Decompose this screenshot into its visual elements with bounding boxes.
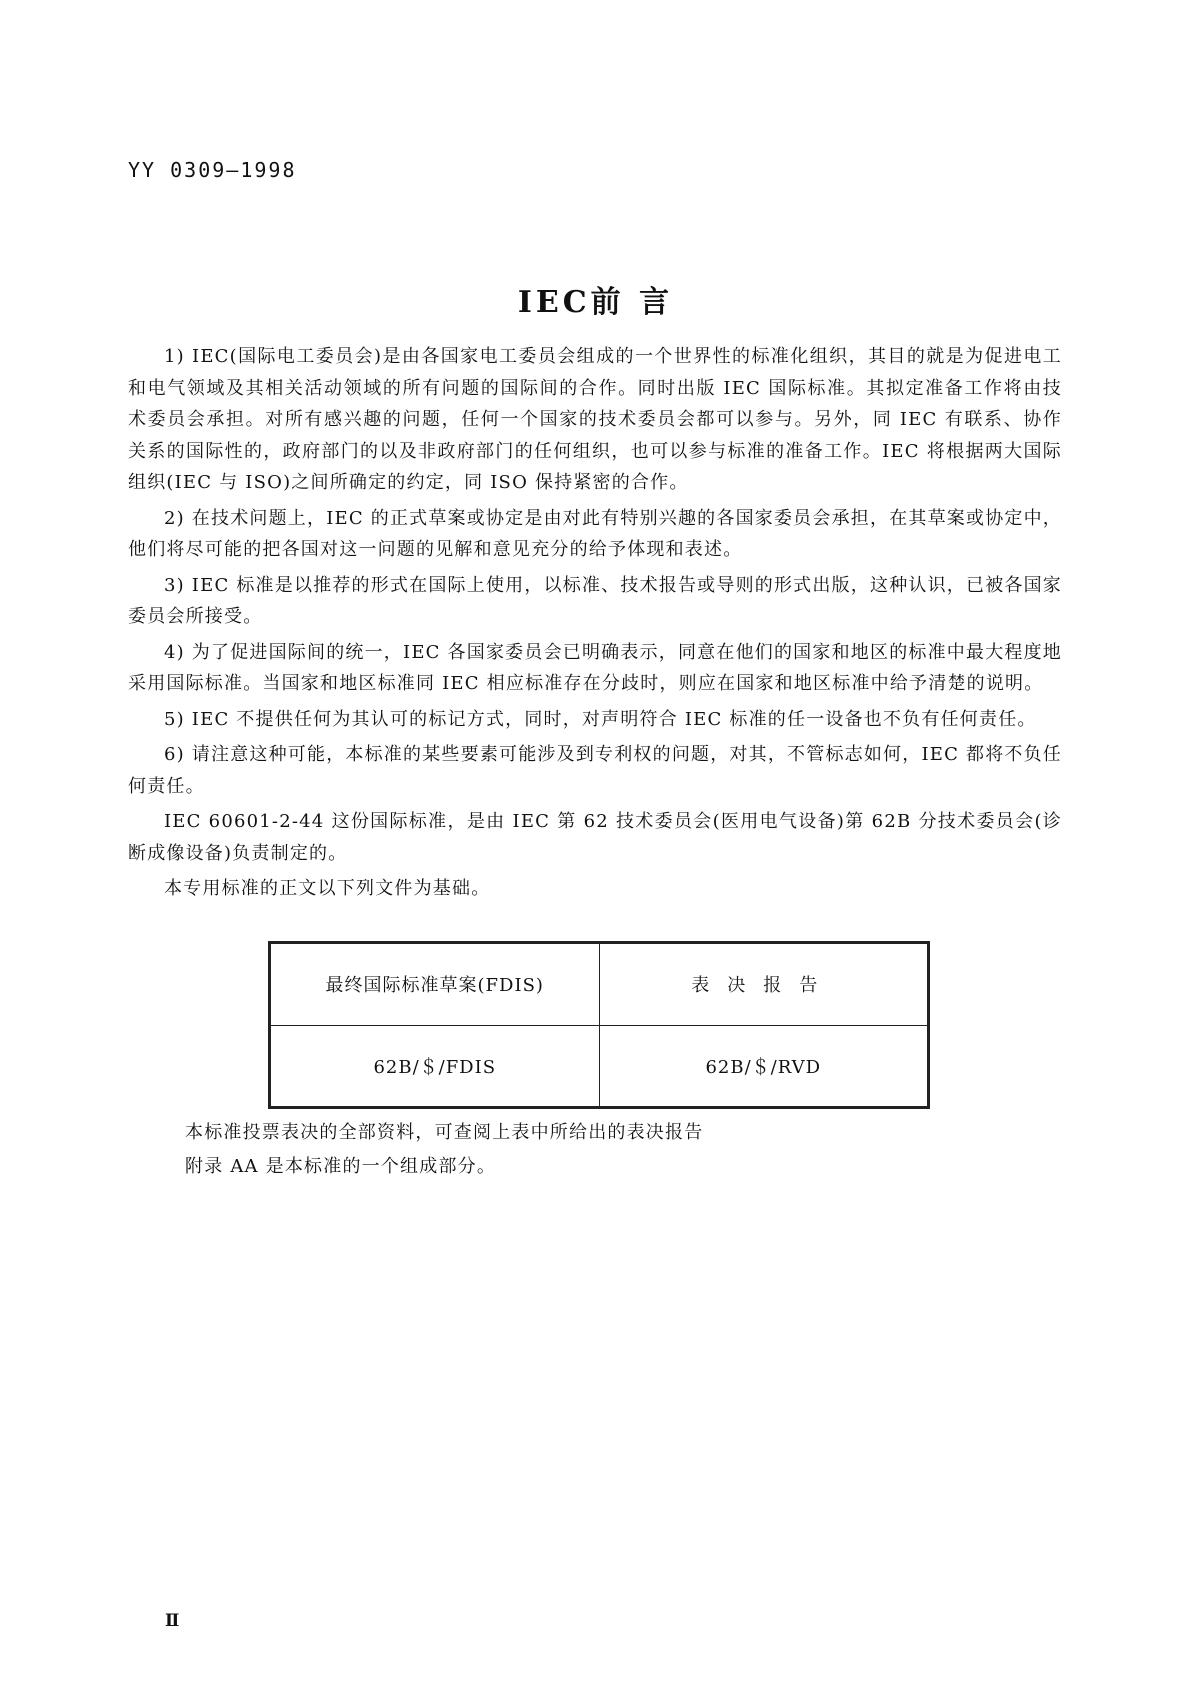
table-header-fdis: 最终国际标准草案(FDIS): [271, 944, 600, 1026]
voting-note: 本标准投票表决的全部资料，可查阅上表中所给出的表决报告: [185, 1122, 704, 1143]
paragraph-basis: 本专用标准的正文以下列文件为基础。: [164, 878, 491, 899]
paragraph-origin: IEC 60601-2-44 这份国际标准，是由 IEC 第 62 技术委员会(医用电气设备)第 62B 分技术委员会(诊断成像设备)负责制定的。: [128, 811, 1062, 864]
page-title: IEC前 言: [517, 285, 674, 320]
voting-table: [268, 941, 930, 1109]
paragraph-2: 2) 在技术问题上，IEC 的正式草案或协定是由对此有特别兴趣的各国家委员会承担，在其草案或协定中，他们将尽可能的把各国对这一问题的见解和意见充分的给予体现和表述。: [128, 507, 1062, 560]
table-cell-fdis: 62B/＄/FDIS: [271, 1025, 600, 1107]
table-header-row: [271, 944, 928, 1026]
table-row: [271, 1025, 928, 1107]
paragraph-6: 6) 请注意这种可能，本标准的某些要素可能涉及到专利权的问题，对其，不管标志如何，IEC 都将不负任何责任。: [128, 744, 1062, 797]
annex-note: 附录 AA 是本标准的一个组成部分。: [185, 1156, 497, 1177]
table-header-rvd: 表决报告: [599, 944, 928, 1026]
paragraph-4: 4) 为了促进国际间的统一，IEC 各国家委员会已明确表示，同意在他们的国家和地区的标准中最大程度地采用国际标准。当国家和地区标准同 IEC 相应标准存在分歧时，则应在国家和地区标准中给予清楚的说明。: [128, 641, 1062, 694]
paragraph-5: 5) IEC 不提供任何为其认可的标记方式，同时，对声明符合 IEC 标准的任一设备也不负有任何责任。: [164, 708, 1037, 730]
paragraph-3: 3) IEC 标准是以推荐的形式在国际上使用，以标准、技术报告或导则的形式出版，这种认识，已被各国家委员会所接受。: [128, 574, 1062, 627]
paragraph-1: 1) IEC(国际电工委员会)是由各国家电工委员会组成的一个世界性的标准化组织，其目的就是为促进电工和电气领域及其相关活动领域的所有问题的国际间的合作。同时出版 IEC 国际标准。其拟定准备工作将由技术委员会承担。对所有感兴趣的问题，任何一个国家的技术委员会都可以参与。另外，同 IEC 有联系、协作关系的国际性的，政府部门的以及非政府部门的任何组织，也可以参与标准的准备工作。IEC 将根据两大国际组织(IEC 与 ISO)之间所确定的约定，同 ISO 保持紧密的合作。: [128, 346, 1062, 493]
foreword-body: [128, 341, 1062, 909]
after-table-notes: [185, 1116, 1065, 1184]
page-number: Ⅱ: [165, 1611, 180, 1631]
table-cell-rvd: 62B/＄/RVD: [599, 1025, 928, 1107]
document-code: YY 0309—1998: [128, 158, 297, 182]
